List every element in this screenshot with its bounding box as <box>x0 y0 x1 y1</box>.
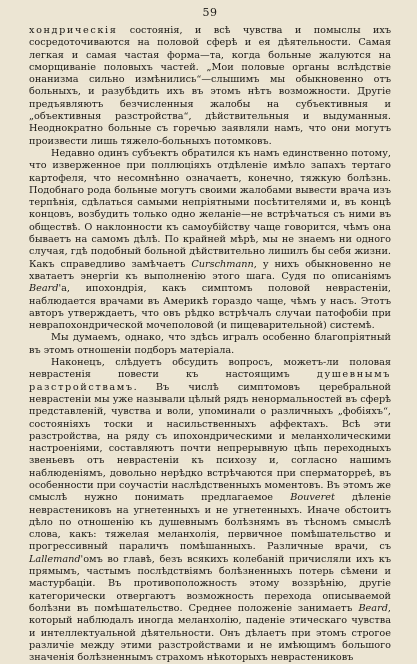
text-run: состоянія <box>117 25 180 36</box>
spaced-term: душевнымъ разстройствамъ <box>29 369 391 393</box>
spaced-term: хондрическія <box>29 25 118 36</box>
paragraph-1 <box>29 25 391 148</box>
paragraph-4 <box>29 357 391 664</box>
text-run: . Въ числѣ симптомовъ церебральной неврастеніи мы уже называли цѣлый рядъ ненормальностей въ сферѣ представленій, чувства и воли, упоминали о различныхъ „фобіяхъ“, состояніяхъ тоски и насильственныхъ аффектахъ. Всѣ эти разстройства, на ряду съ ипохондрическими и меланхолическими настроеніями, составляютъ почти непрерывную цѣпь переходныхъ звеньевъ отъ неврастеніи къ психозу и, согласно нашимъ наблюденіямъ, довольно нерѣдко встрѣчаются при сперматорреѣ, въ особенности при соучастіи наслѣдственныхъ моментовъ. Въ этомъ же смыслѣ нужно понимать предлагаемое <box>29 381 391 504</box>
text-run: , который наблюдалъ иногда меланхолію, паденіе этическаго чувства и интеллектуальной дѣятельности. Онъ дѣлаетъ при этомъ строгое различіе между этими разстройствами и не имѣющимъ большого значенія болѣзненнымъ страхомъ нѣкоторыхъ неврастениковъ <box>29 602 391 664</box>
text-run: дѣленіе неврастениковъ на угнетенныхъ и не угнетенныхъ. Иначе обстоитъ дѣло по отношенію къ душевнымъ болѣзнямъ въ тѣсномъ смыслѣ слова, какъ: тяжелая меланхолія, первичное помѣшательство и прогрессивный параличъ помѣшанныхъ. Различные врачи, съ <box>29 492 391 553</box>
text-run: 'омъ во главѣ, безъ всякихъ колебаній причисляли ихъ къ прямымъ, частымъ послѣдствіямъ болѣзненныхъ потерь сѣмени и мастурбаціи. Въ противоположность этому воззрѣнію, другіе категорически отвергаютъ возможность перехода описываемой болѣзни въ помѣшательство. Среднее положеніе занимаетъ <box>29 553 391 614</box>
author-name: Beard <box>29 283 59 295</box>
text-run: Наконецъ, слѣдуетъ обсудить вопросъ, можетъ-ли половая неврастенія повести къ настоящимъ <box>29 357 391 381</box>
author-name: Beard <box>358 602 388 614</box>
body-text <box>29 25 391 664</box>
paragraph-2 <box>29 148 391 332</box>
author-name: Lallemand <box>29 553 81 565</box>
text-run: Недавно одинъ субъектъ обратился къ намъ единственно потому, что изверженное при поллюціяхъ отдѣленіе имѣло запахъ тертаго картофеля, что несомнѣнно означаетъ, конечно, тяжкую болѣзнь. Подобнаго рода больные могутъ своими жалобами вывести врача изъ терпѣнія, сдѣлаться самыми непріятными посѣтителями и, въ концѣ концовъ, возбудить только одно желаніе—не встрѣчаться съ ними въ обществѣ. О наклонности къ самоубійству чаще говорится, чѣмъ она бываетъ на самомъ дѣлѣ. По крайней мѣрѣ, мы не знаемъ ни одного случая, гдѣ подобный больной дѣйствительно лишилъ бы себя жизни. Какъ справедливо замѣчаетъ <box>29 147 391 270</box>
text-run: , и всѣ чувства и помыслы ихъ сосредоточиваются на половой сферѣ и ея дѣятельности. Самая легкая и самая частая форма—та, когда больные жалуются на сморщиваніе половыхъ частей. „Мои половые органы вслѣдствіе онанизма сильно измѣнились“—слышимъ мы обыкновенно отъ больныхъ, и разубѣдить ихъ въ этомъ нѣтъ возможности. Другіе предъявляютъ безчисленныя жалобы на субъективныя и „объективныя разстройства“, дѣйствительныя и выдуманныя. Неоднократно больные съ горечью заявляли намъ, что они могутъ произвести лишь тяжело-больныхъ потомковъ. <box>29 25 391 147</box>
page-number: 59 <box>202 6 218 19</box>
author-name: Bouveret <box>290 492 335 504</box>
text-run: 'а, ипохондрія, какъ симптомъ половой неврастеніи, наблюдается врачами въ Америкѣ гораздо чаще, чѣмъ у насъ. Этотъ авторъ утверждаетъ, что овъ рѣдко встрѣчалъ случаи патофобіи при неврапохондрической мочеполовой (и пищеварительной) системѣ. <box>29 283 391 332</box>
author-name: Curschmann <box>191 258 254 270</box>
paragraph-3: Мы думаемъ, однако, что здѣсь игралъ особенно благопріятный въ этомъ отношеніи подборъ матеріала. <box>29 332 391 356</box>
text-run: , у нихъ обыкновенно не хватаетъ энергіи къ выполненію этого шага. Судя по описаніямъ <box>29 258 391 282</box>
